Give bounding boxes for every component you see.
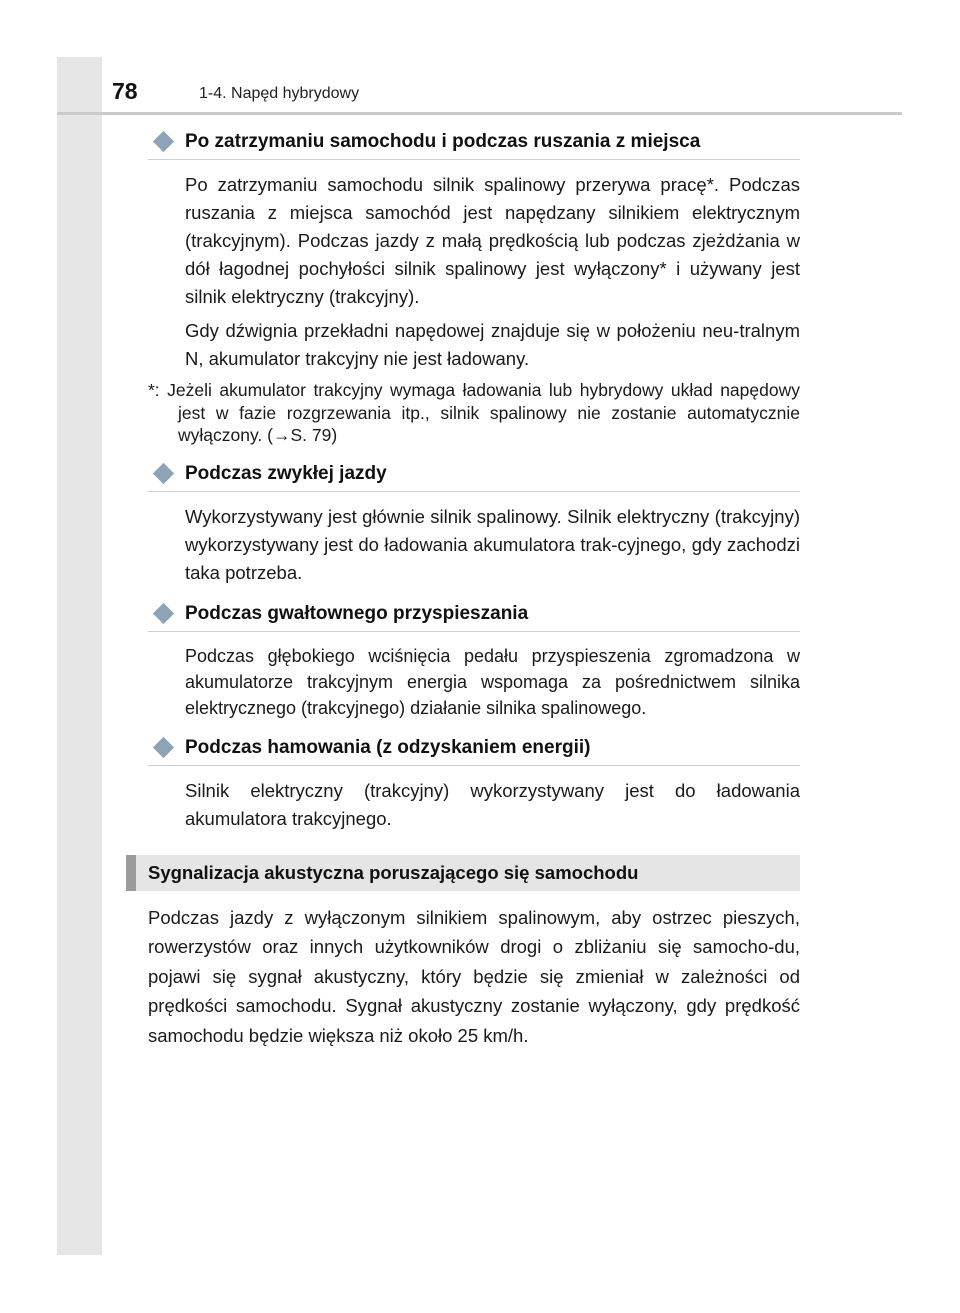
page-content xyxy=(148,127,800,1069)
diamond-bullet-icon xyxy=(153,462,174,483)
section-paragraph: Podczas głębokiego wciśnięcia pedału przyspieszenia zgromadzona w akumulatorze trakcyjnym energia wspomaga za pośrednictwem silnika elektrycznego (trakcyjnego) działanie silnika spalinowego. xyxy=(185,645,800,718)
section-paragraph: Po zatrzymaniu samochodu silnik spalinowy przerywa pracę*. Podczas ruszania z miejsca samochód jest napędzany silnikiem elektrycznym (trakcyjnym). Podczas jazdy z małą prędkością lub podczas zjeżdżania w dół łagodnej pochyłości silnik spalinowy jest wyłączony* i używany jest silnik elektryczny (trakcyjny). xyxy=(185,174,800,307)
section-heading xyxy=(148,127,800,160)
section-paragraph: Wykorzystywany jest głównie silnik spalinowy. Silnik elektryczny (trakcyjny) wykorzystywany jest do ładowania akumulatora trak-cyjnego, gdy zachodzi taka potrzeba. xyxy=(185,505,800,583)
section-heading xyxy=(148,459,800,492)
footnote: *: Jeżeli akumulator trakcyjny wymaga ładowania lub hybrydowy układ napędowy jest w fazie rozgrzewania itp., silnik spalinowy nie zostanie automatycznie wyłączony. (→S. 79) xyxy=(148,380,800,445)
band-body-text: Podczas jazdy z wyłączonym silnikiem spalinowym, aby ostrzec pieszych, rowerzystów oraz innych użytkowników drogi o zbliżaniu się samocho-du, pojawi się sygnał akustyczny, który będzie się zmieniał w zależności od prędkości samochodu. Sygnał akustyczny zostanie wyłączony, gdy prędkość samochodu będzie większa niż około 25 km/h. xyxy=(148,906,800,1046)
page-header xyxy=(102,57,902,112)
diamond-bullet-icon xyxy=(153,131,174,152)
section-heading xyxy=(148,733,800,766)
band-accent-bar xyxy=(126,855,136,891)
section-heading xyxy=(148,599,800,632)
side-margin-strip xyxy=(57,57,102,1255)
section-title: Podczas hamowania (z odzyskaniem energii) xyxy=(185,736,591,758)
topic-band xyxy=(126,855,800,891)
section-title: Po zatrzymaniu samochodu i podczas ruszania z miejsca xyxy=(185,131,701,152)
page-number: 78 xyxy=(112,78,138,104)
section-paragraph: Gdy dźwignia przekładni napędowej znajduje się w położeniu neu-tralnym N, akumulator trakcyjny nie jest ładowany. xyxy=(185,320,800,369)
section-title: Podczas zwykłej jazdy xyxy=(185,462,387,484)
band-title: Sygnalizacja akustyczna poruszającego się samochodu xyxy=(148,861,639,883)
header-divider xyxy=(57,112,902,115)
chapter-title: 1-4. Napęd hybrydowy xyxy=(199,85,360,102)
diamond-bullet-icon xyxy=(153,736,174,757)
section-title: Podczas gwałtownego przyspieszania xyxy=(185,602,529,624)
section-paragraph: Silnik elektryczny (trakcyjny) wykorzystywany jest do ładowania akumulatora trakcyjnego. xyxy=(185,779,800,829)
diamond-bullet-icon xyxy=(153,602,174,623)
